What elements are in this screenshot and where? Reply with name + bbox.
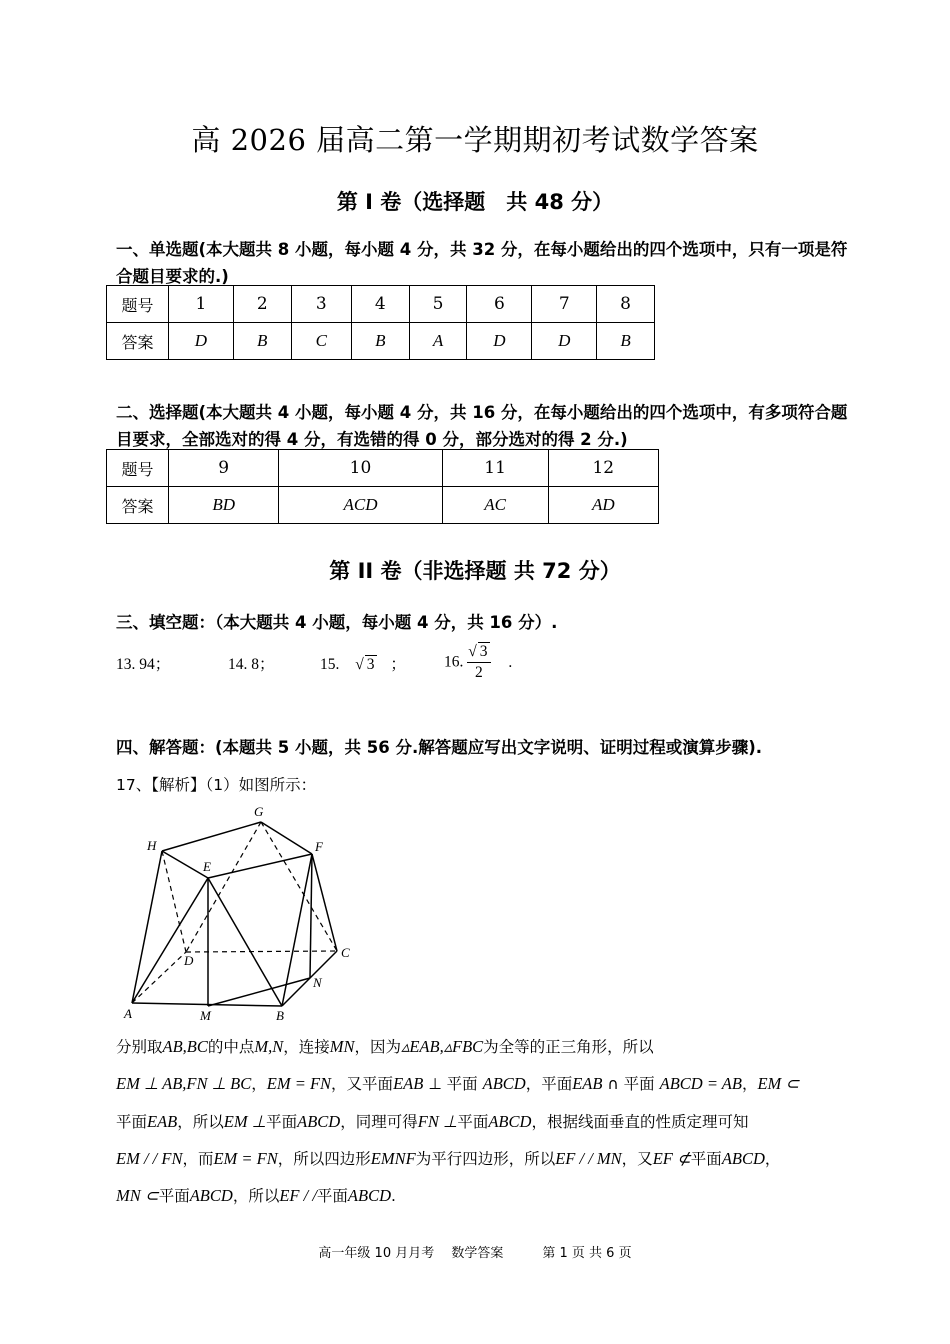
math-run: ABCD [347,1186,392,1205]
text-run: ，又 [621,1150,653,1168]
solution-line-2 [116,1072,851,1094]
text-run: 平面 [158,1187,190,1205]
math-run: MN ⊂ [116,1186,159,1205]
math-run: EM ⊂ [757,1074,800,1093]
edge-EF [208,854,312,878]
solution-line-4 [116,1147,851,1169]
math-run: ABCD [488,1112,532,1131]
math-run: FN ⊥ [417,1112,458,1131]
point-label-M: M [200,1008,211,1023]
table-cell: 11 [442,450,548,487]
text-run: ，根据线面垂直的性质定理可知 [531,1113,749,1131]
text-run: ， [764,1150,781,1168]
section-two-heading: 二、选择题(本大题共 4 小题，每小题 4 分，共 16 分，在每小题给出的四个选项中，有多项符合题目要求，全部选对的得 4 分，有选错的得 0 分，部分选对的得 2 分.) [116,403,848,449]
fraction [467,642,490,683]
fill-answer-15 [320,652,406,674]
edge-AB [132,1003,282,1006]
table-row [107,487,659,524]
text-run: ⊥ 平面 [423,1075,483,1093]
fill-answer-16 [444,642,512,683]
vertex-label-A: A [124,1006,132,1021]
table-row [107,286,655,323]
fill-answer-16-end: . [508,653,513,671]
math-run: ABCD [297,1112,341,1131]
table-cell: C [291,323,351,360]
radicand: 3 [366,656,375,673]
math-run: ▵EAB,▵FBC [401,1037,484,1056]
solution-line-3 [116,1110,851,1132]
math-run: EM / / FN [116,1149,183,1168]
text-run: ，而 [182,1150,214,1168]
table-cell: 8 [597,286,655,323]
point-label-N: N [313,975,322,990]
math-run: EF ⊄ [652,1149,691,1168]
question-17-intro: 17、【解析】（1）如图所示： [116,776,317,794]
table-cell: 题号 [107,450,169,487]
table-cell: D [532,323,597,360]
edge-AE [132,878,208,1003]
hidden-edge-GC [261,822,337,951]
text-run: 为平行四边形，所以 [415,1150,556,1168]
text-run: ，所以四边形 [277,1150,371,1168]
fill-answer-13: 13. 94； [116,656,171,673]
sqrt-symbol: √ [355,656,364,673]
table-cell: 4 [351,286,409,323]
text-run: ，同理可得 [340,1113,418,1131]
hidden-edge-GD [186,822,261,952]
table-cell: A [409,323,467,360]
math-run: EF / / [279,1186,317,1205]
math-run: EF / / MN [555,1149,622,1168]
edge-EB [208,878,282,1006]
table-cell: ACD [279,487,442,524]
hidden-edge-HD [162,851,186,952]
edge-HE [162,851,208,878]
math-run: EM = FN [213,1149,278,1168]
math-run: ABCD [721,1149,765,1168]
section-three-heading: 三、填空题：（本大题共 4 小题，每小题 4 分，共 16 分）. [116,613,558,632]
fill-answer-16-label: 16. [444,653,464,671]
table-cell: B [233,323,291,360]
table-cell: D [169,323,234,360]
sqrt-symbol: √ [468,643,477,660]
text-run: 平面 [266,1113,298,1131]
table-cell: 2 [233,286,291,323]
edge-GF [261,822,312,854]
table-cell: 1 [169,286,234,323]
segment-MN [208,978,310,1006]
vertex-label-E: E [203,859,211,874]
segment-FN [310,854,312,978]
edge-FB [282,854,312,1006]
text-run: 分别取 [116,1038,163,1056]
table-cell: B [597,323,655,360]
edge-FC [312,854,337,951]
vertex-label-D: D [184,953,194,968]
table-cell: B [351,323,409,360]
fill-answer-14: 14. 8； [228,656,275,673]
text-run: 为全等的正三角形，所以 [483,1038,654,1056]
math-run: EAB [393,1074,424,1093]
vertex-label-F: F [315,839,323,854]
math-run: ABCD [482,1074,526,1093]
section-one-heading: 一、单选题(本大题共 8 小题，每小题 4 分，共 32 分，在每小题给出的四个选项中，只有一项是符合题目要求的.) [116,240,848,286]
text-run: ，所以 [232,1187,280,1205]
table-cell: AD [548,487,658,524]
text-run: . [391,1187,396,1205]
text-run: ∩ 平面 [602,1075,660,1093]
text-run: 平面 [116,1113,148,1131]
vertex-label-H: H [147,838,157,853]
text-run: 平面 [457,1113,489,1131]
table-cell: 3 [291,286,351,323]
fraction-denominator: 2 [475,664,483,681]
volume-one-heading: 第 I 卷（选择题 共 48 分） [336,190,614,214]
math-run: AB,BC [162,1037,208,1056]
text-run: ，因为 [354,1038,402,1056]
vertex-label-B: B [276,1008,284,1023]
text-run: ，又平面 [331,1075,394,1093]
math-run: M,N [254,1037,284,1056]
math-run: EMNF [370,1149,416,1168]
text-run: 平面 [690,1150,722,1168]
answer-table-multiple-choice [106,449,659,524]
text-run: 的中点 [207,1038,255,1056]
table-cell: 7 [532,286,597,323]
table-row [107,323,655,360]
section-four-heading: 四、解答题：(本题共 5 小题，共 56 分.解答题应写出文字说明、证明过程或演算步骤). [116,738,763,757]
table-row [107,450,659,487]
math-run: EM ⊥ AB,FN ⊥ BC [116,1074,252,1093]
table-cell: BD [169,487,279,524]
answer-table-single-choice [106,285,655,360]
math-run: ABCD = AB [659,1074,742,1093]
page-title: 高 2026 届高二第一学期期初考试数学答案 [191,123,759,157]
fill-answer-15-label: 15. [320,656,340,673]
text-run: ，所以 [177,1113,224,1131]
vertex-label-C: C [341,945,350,960]
edge-AH [132,851,162,1003]
fill-answer-15-separator: ； [390,656,406,673]
table-cell: 6 [467,286,532,323]
table-cell: 12 [548,450,658,487]
polyhedron-figure [120,800,370,1025]
text-run: ， [741,1075,758,1093]
page-footer: 高一年级 10 月月考 数学答案 第 1 页 共 6 页 [318,1246,632,1261]
math-run: ABCD [189,1186,233,1205]
math-run: EM = FN [266,1074,332,1093]
table-cell: AC [442,487,548,524]
text-run: ， [251,1075,267,1093]
math-run: MN [329,1037,355,1056]
math-run: EAB [572,1074,603,1093]
math-run: EAB [147,1112,178,1131]
table-cell: D [467,323,532,360]
table-cell: 答案 [107,323,169,360]
fraction-numerator [467,642,490,663]
text-run: ，连接 [283,1038,330,1056]
volume-two-heading: 第 II 卷（非选择题 共 72 分） [329,559,621,583]
table-cell: 10 [279,450,442,487]
math-run: EM ⊥ [223,1112,267,1131]
text-run: ，平面 [525,1075,573,1093]
table-cell: 5 [409,286,467,323]
solution-line-1 [116,1035,851,1057]
vertex-label-G: G [254,804,264,819]
table-cell: 答案 [107,487,169,524]
radicand: 3 [479,643,488,660]
table-cell: 题号 [107,286,169,323]
table-cell: 9 [169,450,279,487]
text-run: 平面 [316,1187,348,1205]
solution-line-5 [116,1184,851,1206]
